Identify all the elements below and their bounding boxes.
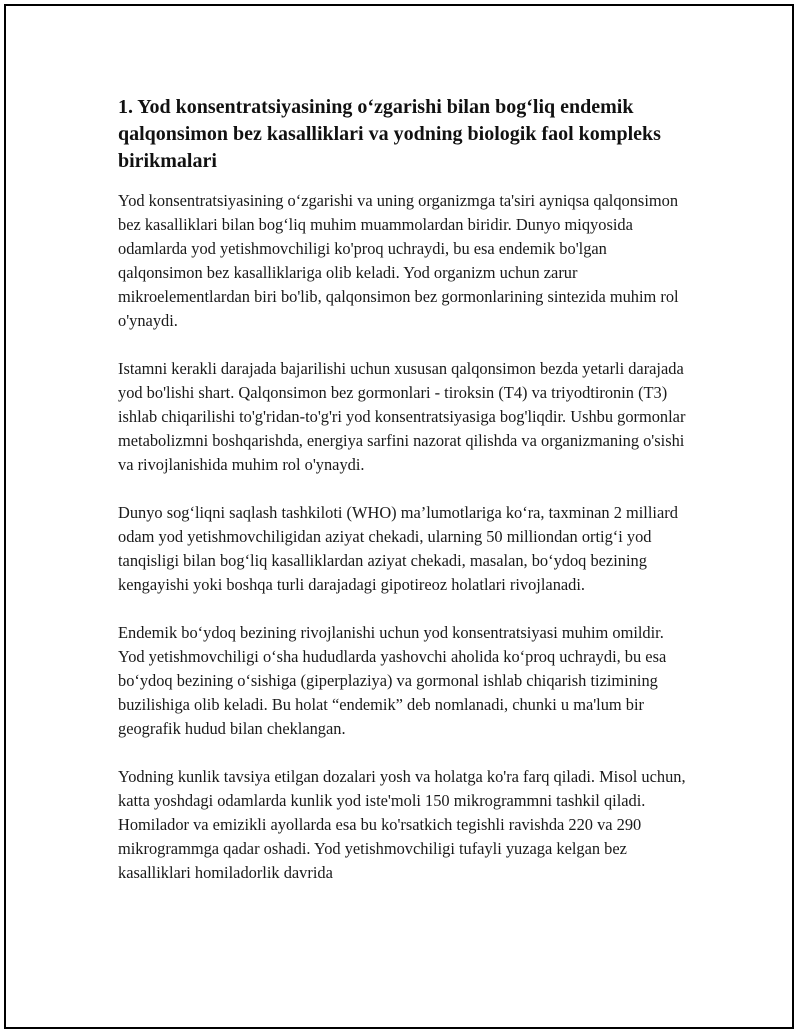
paragraph-1: Yod konsentratsiyasining o‘zgarishi va uning organizmga ta'siri ayniqsa qalqonsimon bez kasalliklari bilan bog‘liq muhim muammolardan biridir. Dunyo miqyosida odamlarda yod yetishmovchiligi ko'proq uchraydi, bu esa endemik bo'lgan qalqonsimon bez kasalliklariga olib keladi. Yod organizm uchun zarur mikroelementlardan biri bo'lib, qalqonsimon bez gormonlarining sintezida muhim rol o'ynaydi.	[118, 191, 679, 330]
paragraph-5: Yodning kunlik tavsiya etilgan dozalari yosh va holatga ko'ra farq qiladi. Misol uchun, katta yoshdagi odamlarda kunlik yod iste'moli 150 mikrogrammni tashkil qiladi. Homilador va emizikli ayollarda esa bu ko'rsatkich tegishli ravishda 220 va 290 mikrogrammga qadar oshadi. Yod yetishmovchiligi tufayli yuzaga kelgan bez kasalliklari homiladorlik davrida	[118, 767, 686, 882]
paragraph-2: Istamni kerakli darajada bajarilishi uchun xususan qalqonsimon bezda yetarli darajada yod bo'lishi shart. Qalqonsimon bez gormonlari - tiroksin (T4) va triyodtironin (T3) ishlab chiqarilishi to'g'ridan-to'g'ri yod konsentratsiyasiga bog'liqdir. Ushbu gormonlar metabolizmni boshqarishda, energiya sarfini nazorat qilishda va organizmaning o'sishi va rivojlanishida muhim rol o'ynaydi.	[118, 359, 686, 474]
paragraph-4: Endemik bo‘ydoq bezining rivojlanishi uchun yod konsentratsiyasi muhim omildir. Yod yetishmovchiligi o‘sha hududlarda yashovchi aholida ko‘proq uchraydi, bu esa bo‘ydoq bezining o‘sishiga (giperplaziya) va gormonal ishlab chiqarish tizimining buzilishiga olib keladi. Bu holat “endemik” deb nomlanadi, chunki u ma'lum bir geografik hudud bilan cheklangan.	[118, 623, 667, 738]
document-body	[118, 94, 688, 885]
paragraph-3: Dunyo sog‘liqni saqlash tashkiloti (WHO) ma’lumotlariga ko‘ra, taxminan 2 milliard odam yod yetishmovchiligidan aziyat chekadi, ularning 50 milliondan ortig‘i yod tanqisligi bilan bog‘liq kasalliklardan aziyat chekadi, masalan, bo‘ydoq bezining kengayishi yoki boshqa turli darajadagi gipotireoz holatlari rivojlanadi.	[118, 503, 678, 594]
section-heading: 1. Yod konsentratsiyasining o‘zgarishi bilan bog‘liq endemik qalqonsimon bez kasalliklari va yodning biologik faol kompleks birikmalari	[118, 96, 661, 172]
